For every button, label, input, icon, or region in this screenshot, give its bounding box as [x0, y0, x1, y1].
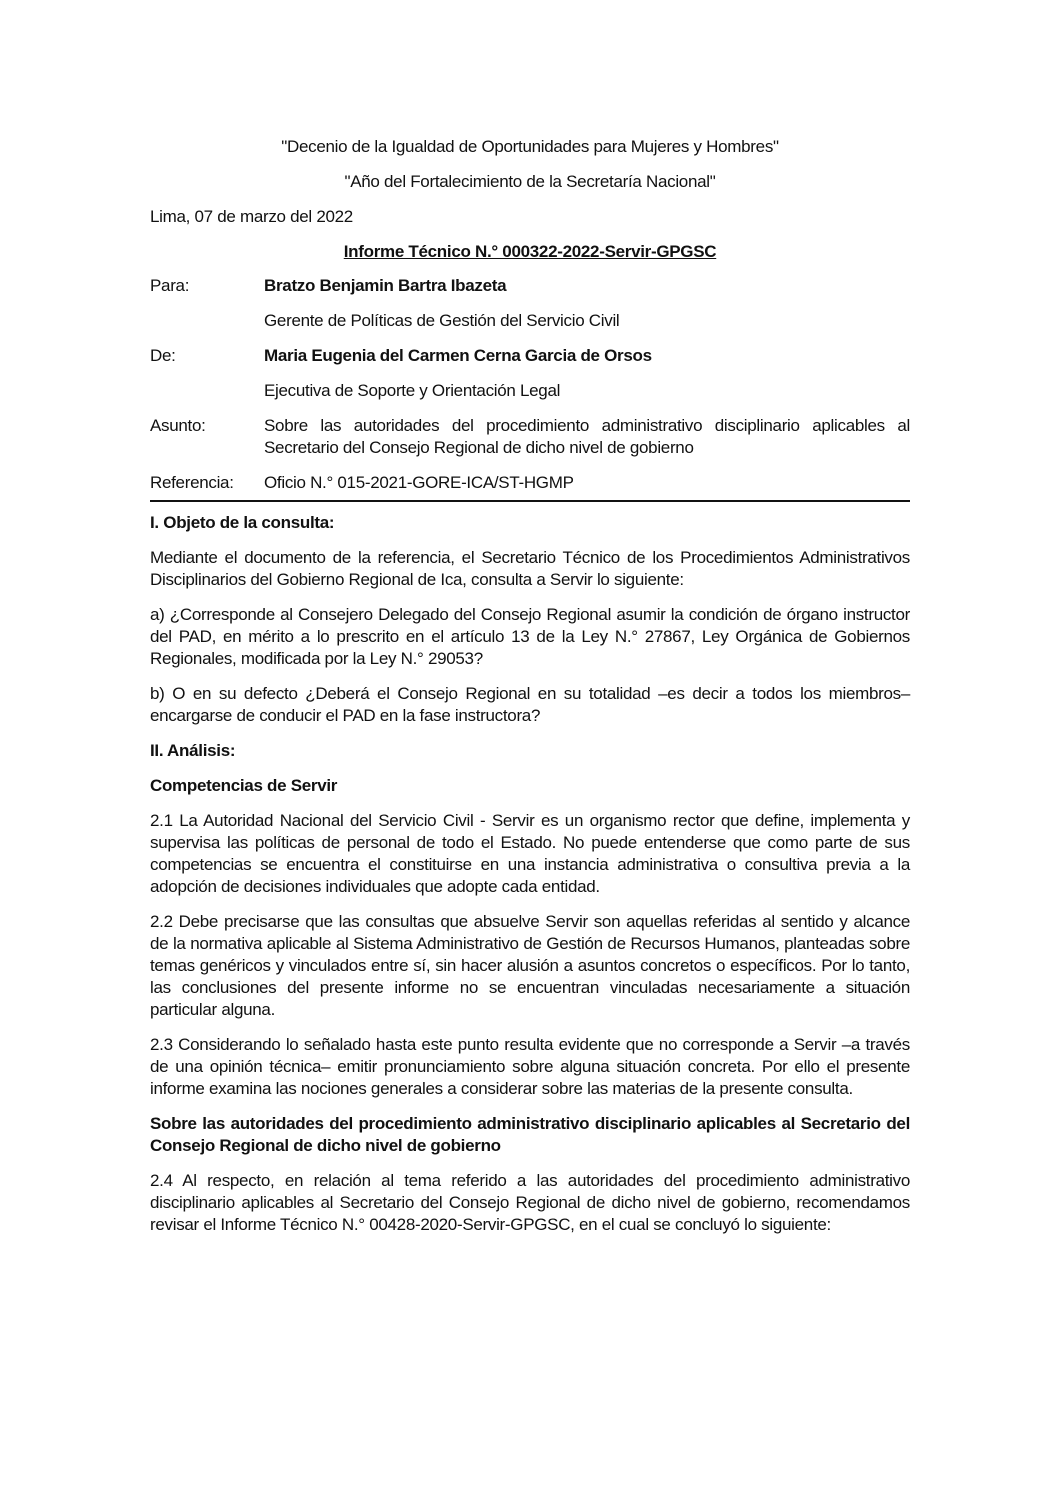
report-title: Informe Técnico N.° 000322-2022-Servir-GPGSC: [343, 242, 717, 261]
paragraph-2-4: 2.4 Al respecto, en relación al tema referido a las autoridades del procedimiento administrativo disciplinario aplicables al Secretario del Consejo Regional de dicho nivel de gobierno, recomendamos revisar el Informe Técnico N.° 00428-2020-Servir-GPGSC, en el cual se concluyó lo siguiente:: [150, 1171, 910, 1234]
memo-para-row: [150, 275, 910, 297]
paragraph-2-3: 2.3 Considerando lo señalado hasta este punto resulta evidente que no corresponde a Servir –a través de una opinión técnica– emitir pronunciamiento sobre alguna situación concreta. Por ello el presente informe examina las nociones generales a considerar sobre las materias de la presente consulta.: [150, 1035, 910, 1098]
document-body: [150, 136, 910, 1249]
memo-para-label: Para:: [150, 276, 190, 295]
memo-de-label: De:: [150, 346, 176, 365]
memo-referencia-label: Referencia:: [150, 473, 234, 492]
memo-asunto-row: [150, 415, 910, 459]
memo-de-role: Ejecutiva de Soporte y Orientación Legal: [264, 381, 561, 400]
memo-de-role-row: [150, 380, 910, 402]
memo-para-role: Gerente de Políticas de Gestión del Servicio Civil: [264, 311, 620, 330]
section-1-heading: I. Objeto de la consulta:: [150, 513, 335, 532]
year-motto: "Año del Fortalecimiento de la Secretaría Nacional": [344, 172, 716, 191]
memo-referencia-text: Oficio N.° 015-2021-GORE-ICA/ST-HGMP: [264, 473, 574, 492]
subheading-competencias: Competencias de Servir: [150, 776, 338, 795]
memo-asunto-label: Asunto:: [150, 416, 206, 435]
header-divider: [150, 500, 910, 502]
memo-de-name: Maria Eugenia del Carmen Cerna Garcia de Orsos: [264, 346, 652, 365]
memo-para-name: Bratzo Benjamin Bartra Ibazeta: [264, 276, 507, 295]
question-b: b) O en su defecto ¿Deberá el Consejo Regional en su totalidad –es decir a todos los miembros– encargarse de conducir el PAD en la fase instructora?: [150, 684, 910, 725]
section-2-heading: II. Análisis:: [150, 741, 236, 760]
decade-motto: "Decenio de la Igualdad de Oportunidades para Mujeres y Hombres": [281, 137, 779, 156]
subheading-autoridades: Sobre las autoridades del procedimiento administrativo disciplinario aplicables al Secretario del Consejo Regional de dicho nivel de gobierno: [150, 1114, 910, 1155]
question-a: a) ¿Corresponde al Consejero Delegado del Consejo Regional asumir la condición de órgano instructor del PAD, en mérito a lo prescrito en el artículo 13 de la Ley N.° 27867, Ley Orgánica de Gobiernos Regionales, modificada por la Ley N.° 29053?: [150, 605, 910, 668]
memo-asunto-text: Sobre las autoridades del procedimiento administrativo disciplinario aplicables al Secretario del Consejo Regional de dicho nivel de gobierno: [264, 416, 910, 457]
memo-para-role-row: [150, 310, 910, 332]
paragraph-2-2: 2.2 Debe precisarse que las consultas que absuelve Servir son aquellas referidas al sentido y alcance de la normativa aplicable al Sistema Administrativo de Gestión de Recursos Humanos, planteadas sobre temas genéricos y vinculados entre sí, sin hacer alusión a asuntos concretos o específicos. Por lo tanto, las conclusiones del presente informe no se encuentran vinculadas necesariamente a situación particular alguna.: [150, 912, 910, 1019]
memo-de-row: [150, 345, 910, 367]
place-date: Lima, 07 de marzo del 2022: [150, 207, 353, 226]
paragraph-2-1: 2.1 La Autoridad Nacional del Servicio Civil - Servir es un organismo rector que define, implementa y supervisa las políticas de personal de todo el Estado. No puede entenderse que como parte de sus competencias se encuentra el constituirse en una instancia administrativa o consultiva previa a la adopción de decisiones individuales que adopte cada entidad.: [150, 811, 910, 896]
memo-referencia-row: [150, 472, 910, 494]
section-1-intro: Mediante el documento de la referencia, el Secretario Técnico de los Procedimientos Administrativos Disciplinarios del Gobierno Regional de Ica, consulta a Servir lo siguiente:: [150, 548, 910, 589]
